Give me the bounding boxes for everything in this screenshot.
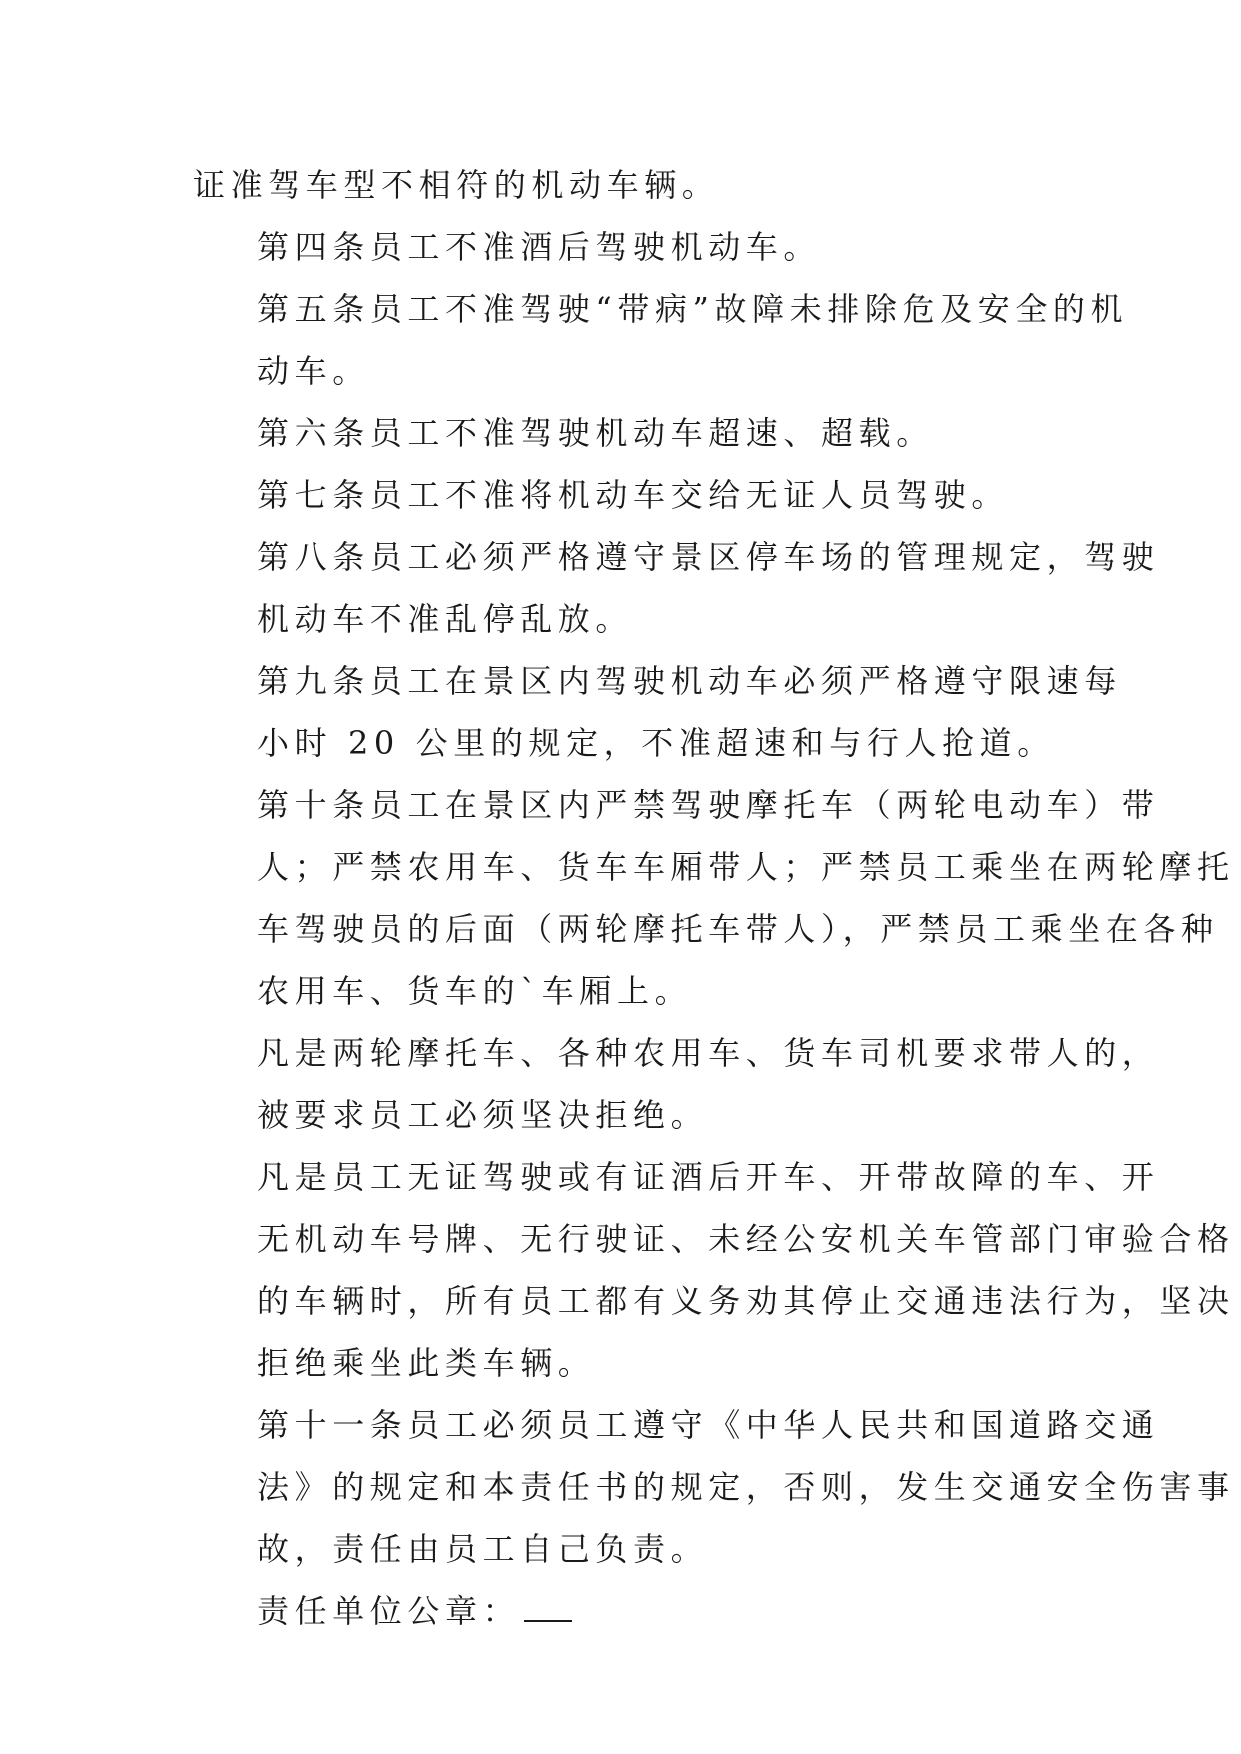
paragraph-line: 第七条员工不准将机动车交给无证人员驾驶。 [257, 476, 1010, 514]
paragraph-line: 小时 20 公里的规定，不准超速和与行人抢道。 [257, 724, 1055, 762]
paragraph [193, 526, 1160, 650]
paragraph-line: 第十条员工在景区内严禁驾驶摩托车（两轮电动车）带 [257, 786, 1160, 824]
signature-blank-field [524, 1594, 572, 1622]
paragraph [193, 1022, 1160, 1146]
paragraph [193, 1146, 1235, 1394]
paragraph [193, 402, 1063, 464]
document-body [193, 154, 1235, 1642]
paragraph-line: 无机动车号牌、无行驶证、未经公安机关车管部门审验合格 [257, 1220, 1235, 1258]
paragraph-line: 第五条员工不准驾驶“带病”故障未排除危及安全的机 [257, 290, 1129, 328]
signature-label: 责任单位公章： [257, 1592, 521, 1630]
paragraph-line: 凡是员工无证驾驶或有证酒后开车、开带故障的车、开 [257, 1158, 1160, 1196]
paragraph-line: 凡是两轮摩托车、各种农用车、货车司机要求带人的， [257, 1034, 1160, 1072]
paragraph-line: 证准驾车型不相符的机动车辆。 [193, 166, 720, 204]
paragraph [193, 774, 1235, 1022]
paragraph-line: 第六条员工不准驾驶机动车超速、超载。 [257, 414, 934, 452]
paragraph-line: 车驾驶员的后面（两轮摩托车带人），严禁员工乘坐在各种 [257, 910, 1219, 948]
paragraph [193, 1394, 1235, 1580]
paragraph [193, 154, 1063, 216]
paragraph-line: 第九条员工在景区内驾驶机动车必须严格遵守限速每 [257, 662, 1122, 700]
paragraph-line: 人；严禁农用车、货车车厢带人；严禁员工乘坐在两轮摩托 [257, 848, 1235, 886]
paragraph-line: 被要求员工必须坚决拒绝。 [257, 1096, 709, 1134]
paragraph [193, 464, 1063, 526]
paragraph-line: 第八条员工必须严格遵守景区停车场的管理规定，驾驶 [257, 538, 1160, 576]
paragraph [193, 216, 1063, 278]
paragraph-line: 动车。 [257, 352, 370, 390]
paragraph-line: 法》的规定和本责任书的规定，否则，发生交通安全伤害事 [257, 1468, 1235, 1506]
paragraph-line: 第四条员工不准酒后驾驶机动车。 [257, 228, 822, 266]
paragraph-line: 故，责任由员工自己负责。 [257, 1530, 709, 1568]
paragraph-line: 的车辆时，所有员工都有义务劝其停止交通违法行为，坚决 [257, 1282, 1235, 1320]
paragraph [193, 278, 1129, 402]
paragraph-line: 机动车不准乱停乱放。 [257, 600, 634, 638]
paragraph-line: 农用车、货车的`车厢上。 [257, 972, 693, 1010]
signature-line [193, 1580, 1063, 1642]
paragraph [193, 650, 1122, 774]
paragraph-line: 第十一条员工必须员工遵守《中华人民共和国道路交通 [257, 1406, 1160, 1444]
paragraph-line: 拒绝乘坐此类车辆。 [257, 1344, 596, 1382]
